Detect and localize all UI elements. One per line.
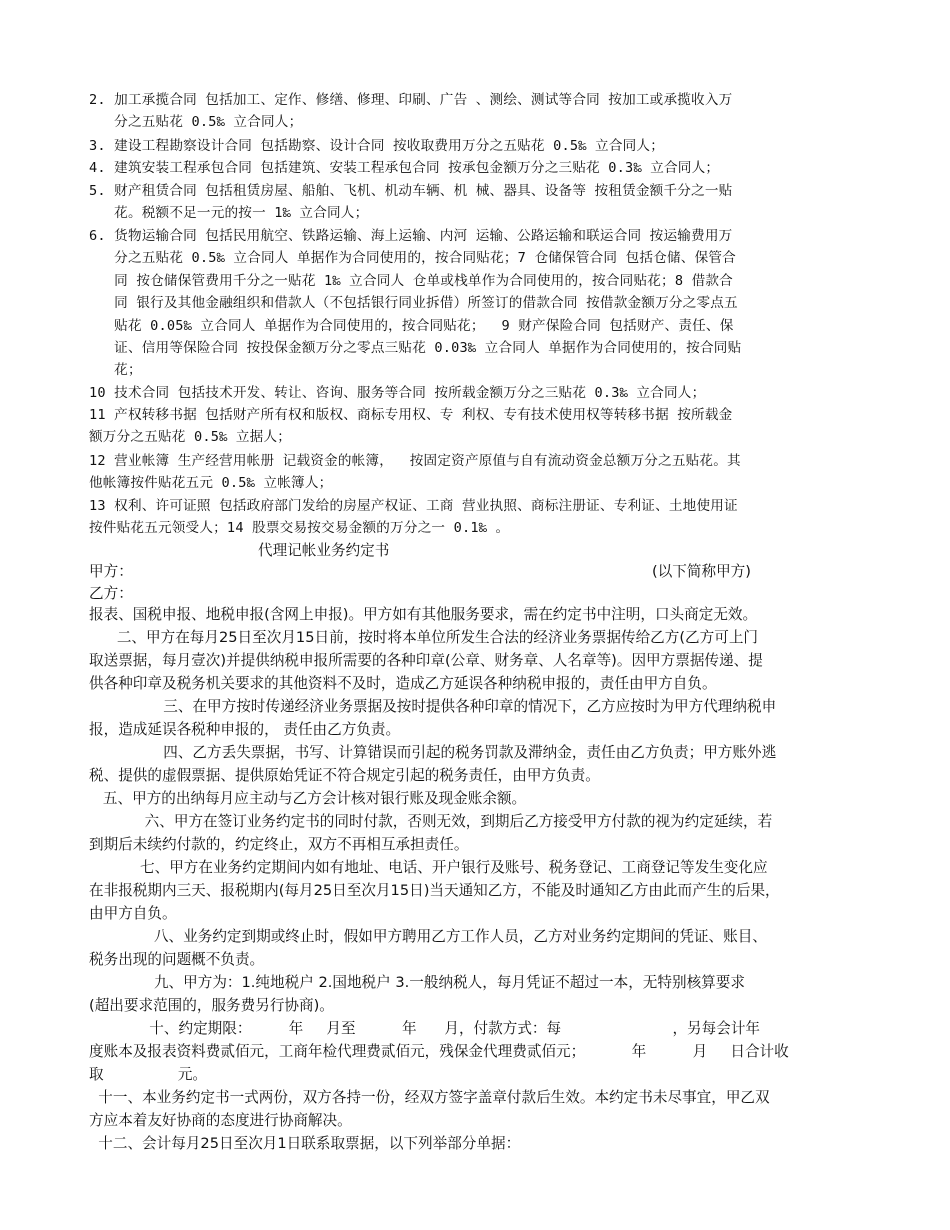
body-line: 方应本着友好协商的态度进行协商解决。 (89, 1112, 352, 1129)
list-item: 按件贴花五元领受人；14 股票交易按交易金额的万分之一 0.1‰ 。 (89, 520, 510, 536)
list-item: 他帐簿按件贴花五元 0.5‰ 立帐簿人； (89, 475, 333, 491)
list-item: 4. 建筑安装工程承包合同 包括建筑、安装工程承包合同 按承包金额万分之三贴花 0.3‰ 立合同人； (89, 160, 720, 176)
body-line: 取 元。 (89, 1066, 208, 1083)
body-line: 七、甲方在业务约定期间内如有地址、电话、开户银行及账号、税务登记、工商登记等发生变化应 (89, 859, 768, 876)
party-a-note: (以下简称甲方) (652, 563, 751, 580)
list-item: 证、信用等保险合同 按投保金额万分之零点三贴花 0.03‰ 立合同人 单据作为合同使用的，按合同贴 (89, 340, 742, 356)
document-title: 代理记帐业务约定书 (258, 542, 390, 559)
list-item: 同 银行及其他金融组织和借款人（不包括银行同业拆借）所签订的借款合同 按借款金额万分之零点五 (89, 295, 738, 311)
list-item: 2. 加工承揽合同 包括加工、定作、修缮、修理、印刷、广告 、测绘、测试等合同 按加工或承揽收入万 (89, 92, 733, 108)
list-item: 花。税额不足一元的按一 1‰ 立合同人； (89, 205, 369, 221)
list-item: 分之五贴花 0.5‰ 立合同人 单据作为合同使用的，按合同贴花；7 仓储保管合同 包括仓储、保管合 (89, 250, 736, 266)
list-item: 花； (89, 362, 142, 378)
body-line: 十一、本业务约定书一式两份，双方各持一份，经双方签字盖章付款后生效。本约定书未尽事宜，甲乙双 (89, 1089, 770, 1106)
list-item: 12 营业帐簿 生产经营用帐册 记载资金的帐簿， 按固定资产原值与自有流动资金总额万分之五贴花。其 (89, 453, 741, 469)
body-line: 九、甲方为：1.纯地税户 2.国地税户 3.一般纳税人，每月凭证不超过一本，无特别核算要求 (89, 974, 745, 991)
list-item: 同 按仓储保管费用千分之一贴花 1‰ 立合同人 仓单或栈单作为合同使用的，按合同贴花；8 借款合 (89, 273, 733, 289)
list-item: 3. 建设工程勘察设计合同 包括勘察、设计合同 按收取费用万分之五贴花 0.5‰ 立合同人； (89, 138, 665, 154)
body-line: 在非报税期内三天、报税期内(每月25日至次月15日)当天通知乙方，不能及时通知乙方由此而产生的后果， (89, 882, 780, 899)
party-a-label: 甲方： (89, 563, 133, 580)
body-line: 到期后未续约付款的，约定终止，双方不再相互承担责任。 (89, 836, 469, 853)
body-line: 供各种印章及税务机关要求的其他资料不及时，造成乙方延误各种纳税申报的，责任由甲方自负。 (89, 675, 717, 692)
body-line: 八、业务约定到期或终止时，假如甲方聘用乙方工作人员，乙方对业务约定期间的凭证、账目、 (89, 928, 767, 945)
list-item: 13 权利、许可证照 包括政府部门发给的房屋产权证、工商 营业执照、商标注册证、专利证、土地使用证 (89, 498, 738, 514)
list-item: 分之五贴花 0.5‰ 立合同人； (89, 114, 303, 130)
body-line: 三、在甲方按时传递经济业务票据及按时提供各种印章的情况下，乙方应按时为甲方代理纳税申 (89, 698, 777, 715)
list-item: 贴花 0.05‰ 立合同人 单据作为合同使用的，按合同贴花； 9 财产保险合同 包括财产、责任、保 (89, 318, 734, 334)
list-item: 10 技术合同 包括技术开发、转让、咨询、服务等合同 按所载金额万分之三贴花 0.3‰ 立合同人； (89, 385, 706, 401)
list-item: 5. 财产租赁合同 包括租赁房屋、船舶、飞机、机动车辆、机 械、器具、设备等 按租赁金额千分之一贴 (89, 183, 733, 199)
body-line: (超出要求范围的，服务费另行协商)。 (89, 997, 334, 1014)
body-line: 四、乙方丢失票据，书写、计算错误而引起的税务罚款及滞纳金，责任由乙方负责；甲方账外逃 (89, 744, 777, 761)
body-line: 税、提供的虚假票据、提供原始凭证不符合规定引起的税务责任，由甲方负责。 (89, 767, 600, 784)
list-item: 额万分之五贴花 0.5‰ 立据人； (89, 429, 292, 445)
body-line: 十、约定期限： 年 月至 年 月，付款方式：每 ，另每会计年 (89, 1020, 761, 1037)
body-line: 报表、国税申报、地税申报(含网上申报)。甲方如有其他服务要求，需在约定书中注明，口头商定无效。 (89, 606, 758, 623)
body-line: 取送票据，每月壹次)并提供纳税申报所需要的各种印章(公章、财务章、人名章等)。因甲方票据传递、提 (89, 652, 763, 669)
body-line: 六、甲方在签订业务约定书的同时付款，否则无效，到期后乙方接受甲方付款的视为约定延续，若 (89, 813, 773, 830)
list-item: 6. 货物运输合同 包括民用航空、铁路运输、海上运输、内河 运输、公路运输和联运合同 按运输费用万 (89, 228, 733, 244)
body-line: 五、甲方的出纳每月应主动与乙方会计核对银行账及现金账余额。 (89, 790, 527, 807)
list-item: 11 产权转移书据 包括财产所有权和版权、商标专用权、专 利权、专有技术使用权等转移书据 按所载金 (89, 407, 733, 423)
body-line: 由甲方自负。 (89, 905, 177, 922)
body-line: 十二、会计每月25日至次月1日联系取票据，以下列举部分单据： (89, 1135, 521, 1152)
party-b-label: 乙方： (89, 585, 133, 602)
body-line: 度账本及报表资料费贰佰元，工商年检代理费贰佰元，残保金代理费贰佰元； 年 月 日合计收 (89, 1043, 789, 1060)
body-line: 税务出现的问题概不负责。 (89, 951, 265, 968)
body-line: 二、甲方在每月25日至次月15日前，按时将本单位所发生合法的经济业务票据传给乙方(乙方可上门 (89, 629, 759, 646)
body-line: 报，造成延误各税种申报的， 责任由乙方负责。 (89, 721, 401, 738)
